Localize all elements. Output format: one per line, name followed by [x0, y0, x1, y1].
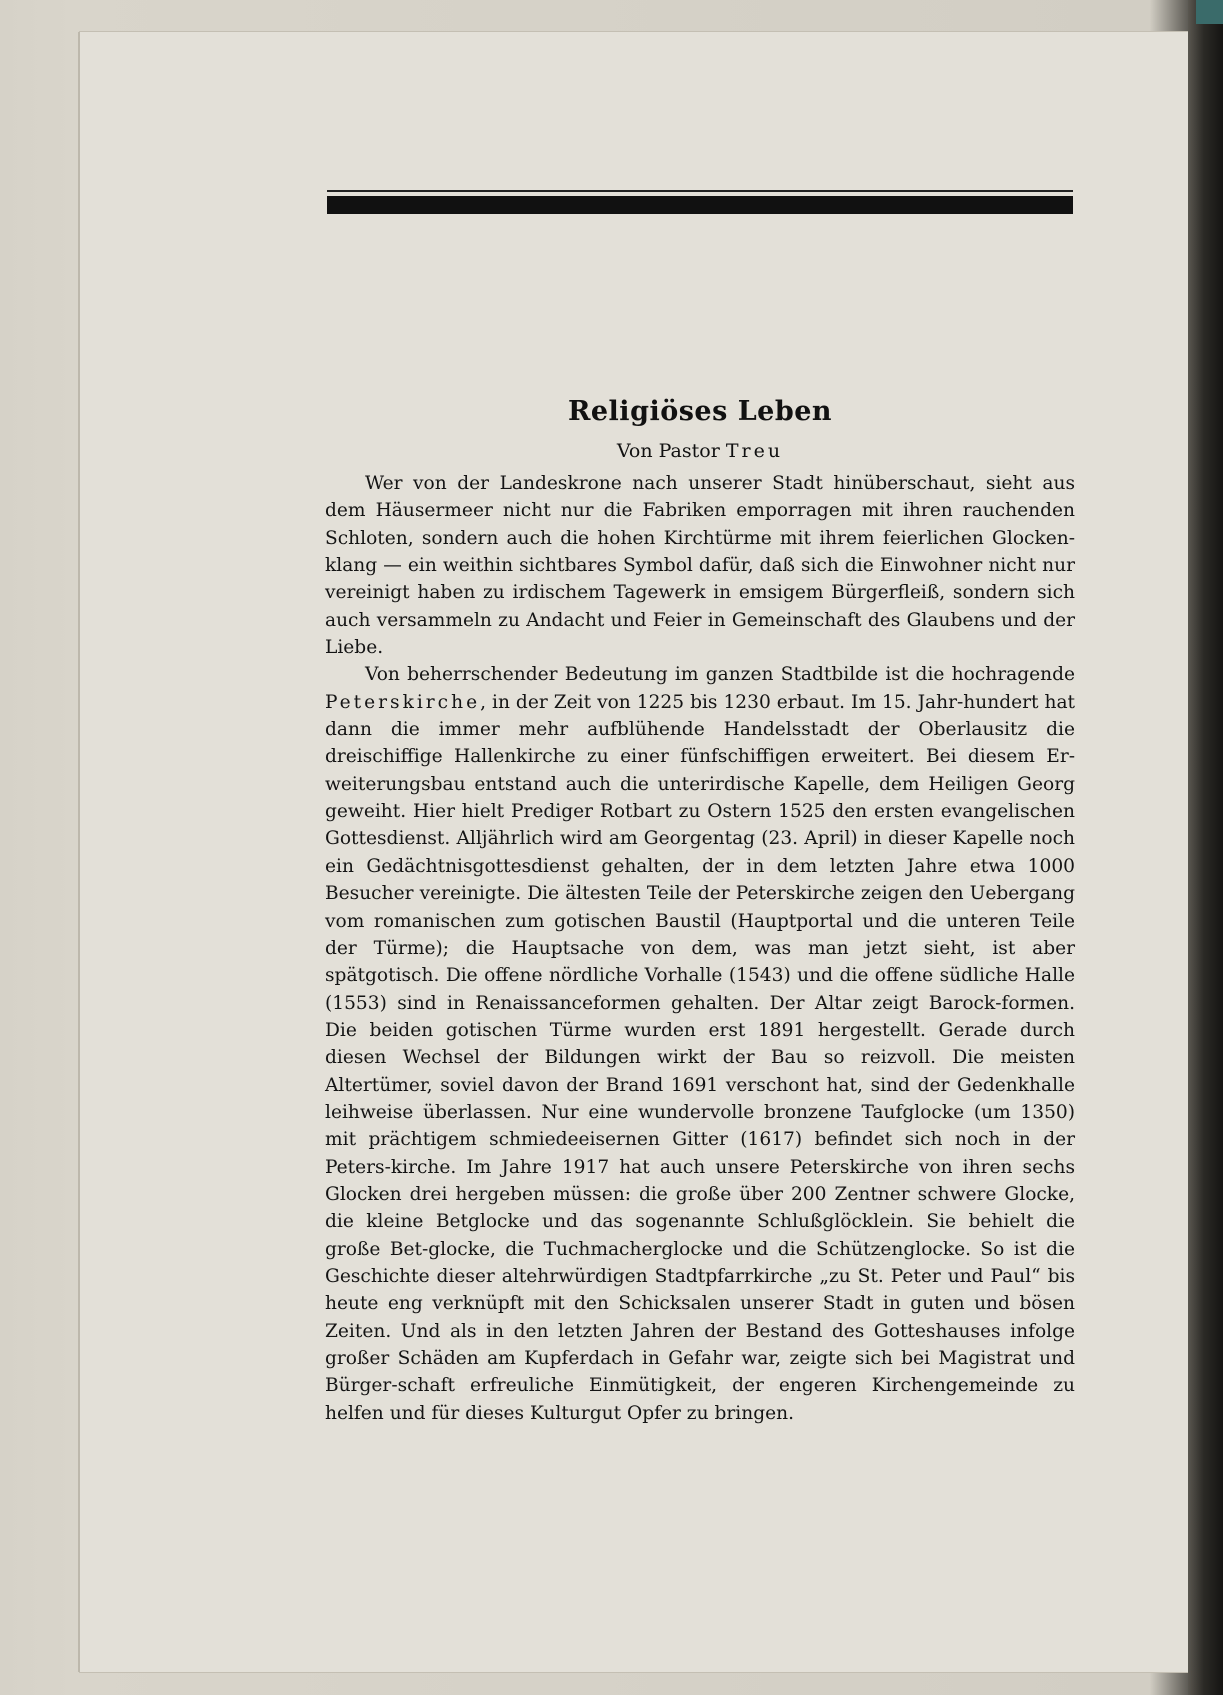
article-byline	[327, 440, 1073, 462]
spine-tape	[1196, 0, 1223, 24]
header-rule	[327, 196, 1073, 214]
book-spine-edge	[1188, 0, 1223, 1695]
article-title: Religiöses Leben	[567, 396, 833, 427]
paragraph-2-start: Von beherrschender Bedeutung im ganzen Stadtbilde ist die hochragende	[365, 664, 1075, 686]
emphasis-peterskirche: Peterskirche	[325, 691, 481, 713]
paragraph-1: Wer von der Landeskrone nach unserer Stadt hinüberschaut, sieht aus dem Häusermeer nicht nur die Fabriken emporragen mit ihren rauchenden Schloten, sondern auch die hohen Kirchtürme mit ihrem feierlichen Glocken‐klang — ein weithin sichtbares Symbol dafür, daß sich die Einwohner nicht nur vereinigt haben zu irdischem Tagewerk in emsigem Bürgerfleiß, sondern sich auch versammeln zu Andacht und Feier in Gemeinschaft des Glaubens und der Liebe.	[325, 473, 1075, 659]
byline-prefix: Von Pastor	[616, 440, 720, 462]
header-rule-thin	[327, 190, 1073, 192]
paragraph-2	[325, 661, 1075, 1427]
article-body	[325, 470, 1075, 1427]
paragraph-2-rest: , in der Zeit von 1225 bis 1230 erbaut. Im 15. Jahr‐hundert hat dann die immer mehr aufblühende Handelsstadt der Oberlausitz die dreischiffige Hallenkirche zu einer fünfschiffigen erweitert. Bei diesem Er‐weiterungsbau entstand auch die unterirdische Kapelle, dem Heiligen Georg geweiht. Hier hielt Prediger Rotbart zu Ostern 1525 den ersten evangelischen Gottesdienst. Alljährlich wird am Georgentag (23. April) in dieser Kapelle noch ein Gedächtnisgottesdienst gehalten, der in dem letzten Jahre etwa 1000 Besucher vereinigte. Die ältesten Teile der Peterskirche zeigen den Uebergang vom romanischen zum gotischen Baustil (Hauptportal und die unteren Teile der Türme); die Hauptsache von dem, was man jetzt sieht, ist aber spätgotisch. Die offene nördliche Vorhalle (1543) und die offene südliche Halle (1553) sind in Renaissanceformen gehalten. Der Altar zeigt Barock‐formen. Die beiden gotischen Türme wurden erst 1891 hergestellt. Gerade durch diesen Wechsel der Bildungen wirkt der Bau so reizvoll. Die meisten Altertümer, soviel davon der Brand 1691 verschont hat, sind der Gedenkhalle leihweise überlassen. Nur eine wundervolle bronzene Taufglocke (um 1350) mit prächtigem schmiedeeisernen Gitter (1617) befindet sich noch in der Peters‐kirche. Im Jahre 1917 hat auch unsere Peterskirche von ihren sechs Glocken drei hergeben müssen: die große über 200 Zentner schwere Glocke, die kleine Betglocke und das sogenannte Schlußglöcklein. Sie behielt die große Bet‐glocke, die Tuchmacherglocke und die Schützenglocke. So ist die Geschichte dieser altehrwürdigen Stadtpfarrkirche „zu St. Peter und Paul“ bis heute eng verknüpft mit den Schicksalen unserer Stadt in guten und bösen Zeiten. Und als in den letzten Jahren der Bestand des Gotteshauses infolge großer Schäden am Kupferdach in Gefahr war, zeigte sich bei Magistrat und Bürger‐schaft erfreuliche Einmütigkeit, der engeren Kirchengemeinde zu helfen und für dieses Kulturgut Opfer zu bringen.	[325, 691, 1075, 1424]
byline-author: Treu	[725, 440, 784, 462]
